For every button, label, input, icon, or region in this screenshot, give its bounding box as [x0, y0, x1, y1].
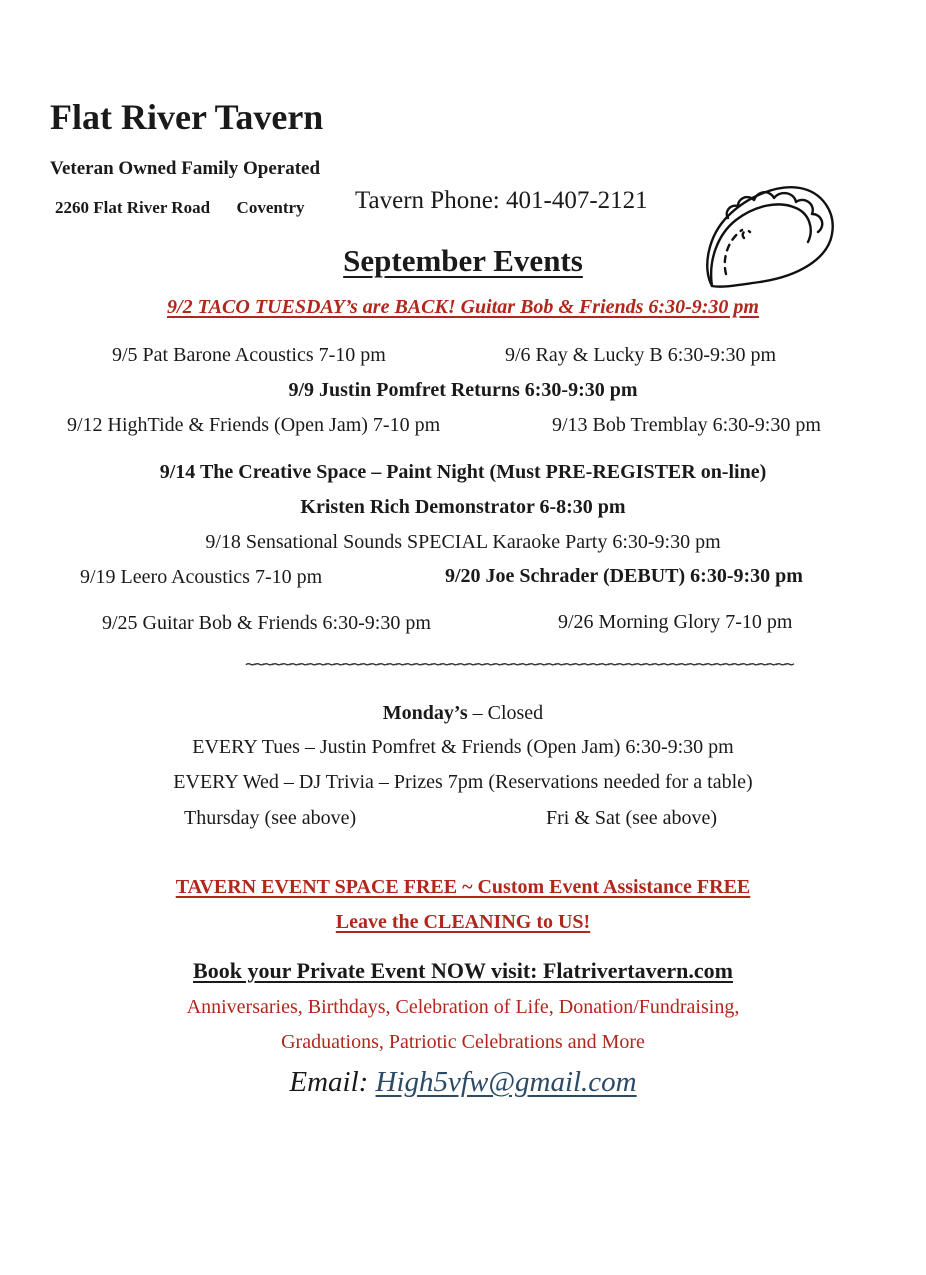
event-item: 9/14 The Creative Space – Paint Night (Must PRE-REGISTER on-line) — [159, 461, 767, 483]
taco-tuesday-line — [0, 296, 926, 319]
booking-line — [0, 958, 926, 984]
monday-label: Monday’s — [382, 702, 468, 724]
event-space-line — [0, 876, 926, 899]
event-item: 9/12 HighTide & Friends (Open Jam) 7-10 pm — [67, 414, 441, 436]
occasions-line-1: Anniversaries, Birthdays, Celebration of Life, Donation/Fundraising, — [186, 996, 740, 1018]
weekly-fri-sat: Fri & Sat (see above) — [546, 807, 718, 829]
heading-text: September Events — [343, 243, 583, 278]
event-item: 9/20 Joe Schrader (DEBUT) 6:30-9:30 pm — [445, 565, 803, 587]
weekly-tuesday: EVERY Tues – Justin Pomfret & Friends (Open Jam) 6:30-9:30 pm — [192, 736, 734, 758]
event-item: 9/9 Justin Pomfret Returns 6:30-9:30 pm — [288, 379, 638, 401]
tagline: Veteran Owned Family Operated — [50, 158, 321, 179]
street-address: 2260 Flat River Road — [55, 198, 211, 217]
email-link[interactable]: High5vfw@gmail.com — [375, 1066, 637, 1098]
email-label: Email: — [289, 1066, 376, 1098]
divider: ~~~~~~~~~~~~~~~~~~~~~~~~~~~~~~~~~~~~~~~~~~~~~~~~~~~~~~~~~~~~~~ — [245, 654, 793, 675]
tavern-name: Flat River Tavern — [50, 97, 324, 137]
event-item: 9/19 Leero Acoustics 7-10 pm — [80, 566, 323, 588]
event-space-text: TAVERN EVENT SPACE FREE ~ Custom Event Assistance FREE — [175, 876, 751, 898]
page-heading — [0, 243, 926, 279]
town: Coventry — [236, 198, 305, 217]
address — [55, 198, 305, 218]
cleaning-text: Leave the CLEANING to US! — [335, 911, 591, 933]
event-item: 9/26 Morning Glory 7-10 pm — [558, 611, 793, 633]
event-item: 9/5 Pat Barone Acoustics 7-10 pm — [112, 344, 386, 366]
taco-icon — [700, 178, 840, 298]
monday-status: – Closed — [467, 702, 544, 724]
event-item: 9/25 Guitar Bob & Friends 6:30-9:30 pm — [102, 612, 431, 634]
email-line — [0, 1066, 926, 1099]
cleaning-line — [0, 911, 926, 934]
taco-tuesday-text: 9/2 TACO TUESDAY’s are BACK! Guitar Bob & Friends 6:30-9:30 pm — [167, 296, 759, 318]
event-item: Kristen Rich Demonstrator 6-8:30 pm — [300, 496, 626, 518]
monday-line — [0, 702, 926, 725]
booking-link[interactable]: Book your Private Event NOW visit: Flatrivertavern.com — [193, 958, 733, 983]
phone-number: Tavern Phone: 401-407-2121 — [355, 187, 648, 214]
event-item: 9/6 Ray & Lucky B 6:30-9:30 pm — [505, 344, 777, 366]
weekly-wednesday: EVERY Wed – DJ Trivia – Prizes 7pm (Reservations needed for a table) — [173, 771, 753, 793]
event-item: 9/18 Sensational Sounds SPECIAL Karaoke Party 6:30-9:30 pm — [205, 531, 721, 553]
occasions-line-2: Graduations, Patriotic Celebrations and More — [281, 1031, 645, 1053]
event-item: 9/13 Bob Tremblay 6:30-9:30 pm — [552, 414, 821, 436]
weekly-thursday: Thursday (see above) — [184, 807, 357, 829]
